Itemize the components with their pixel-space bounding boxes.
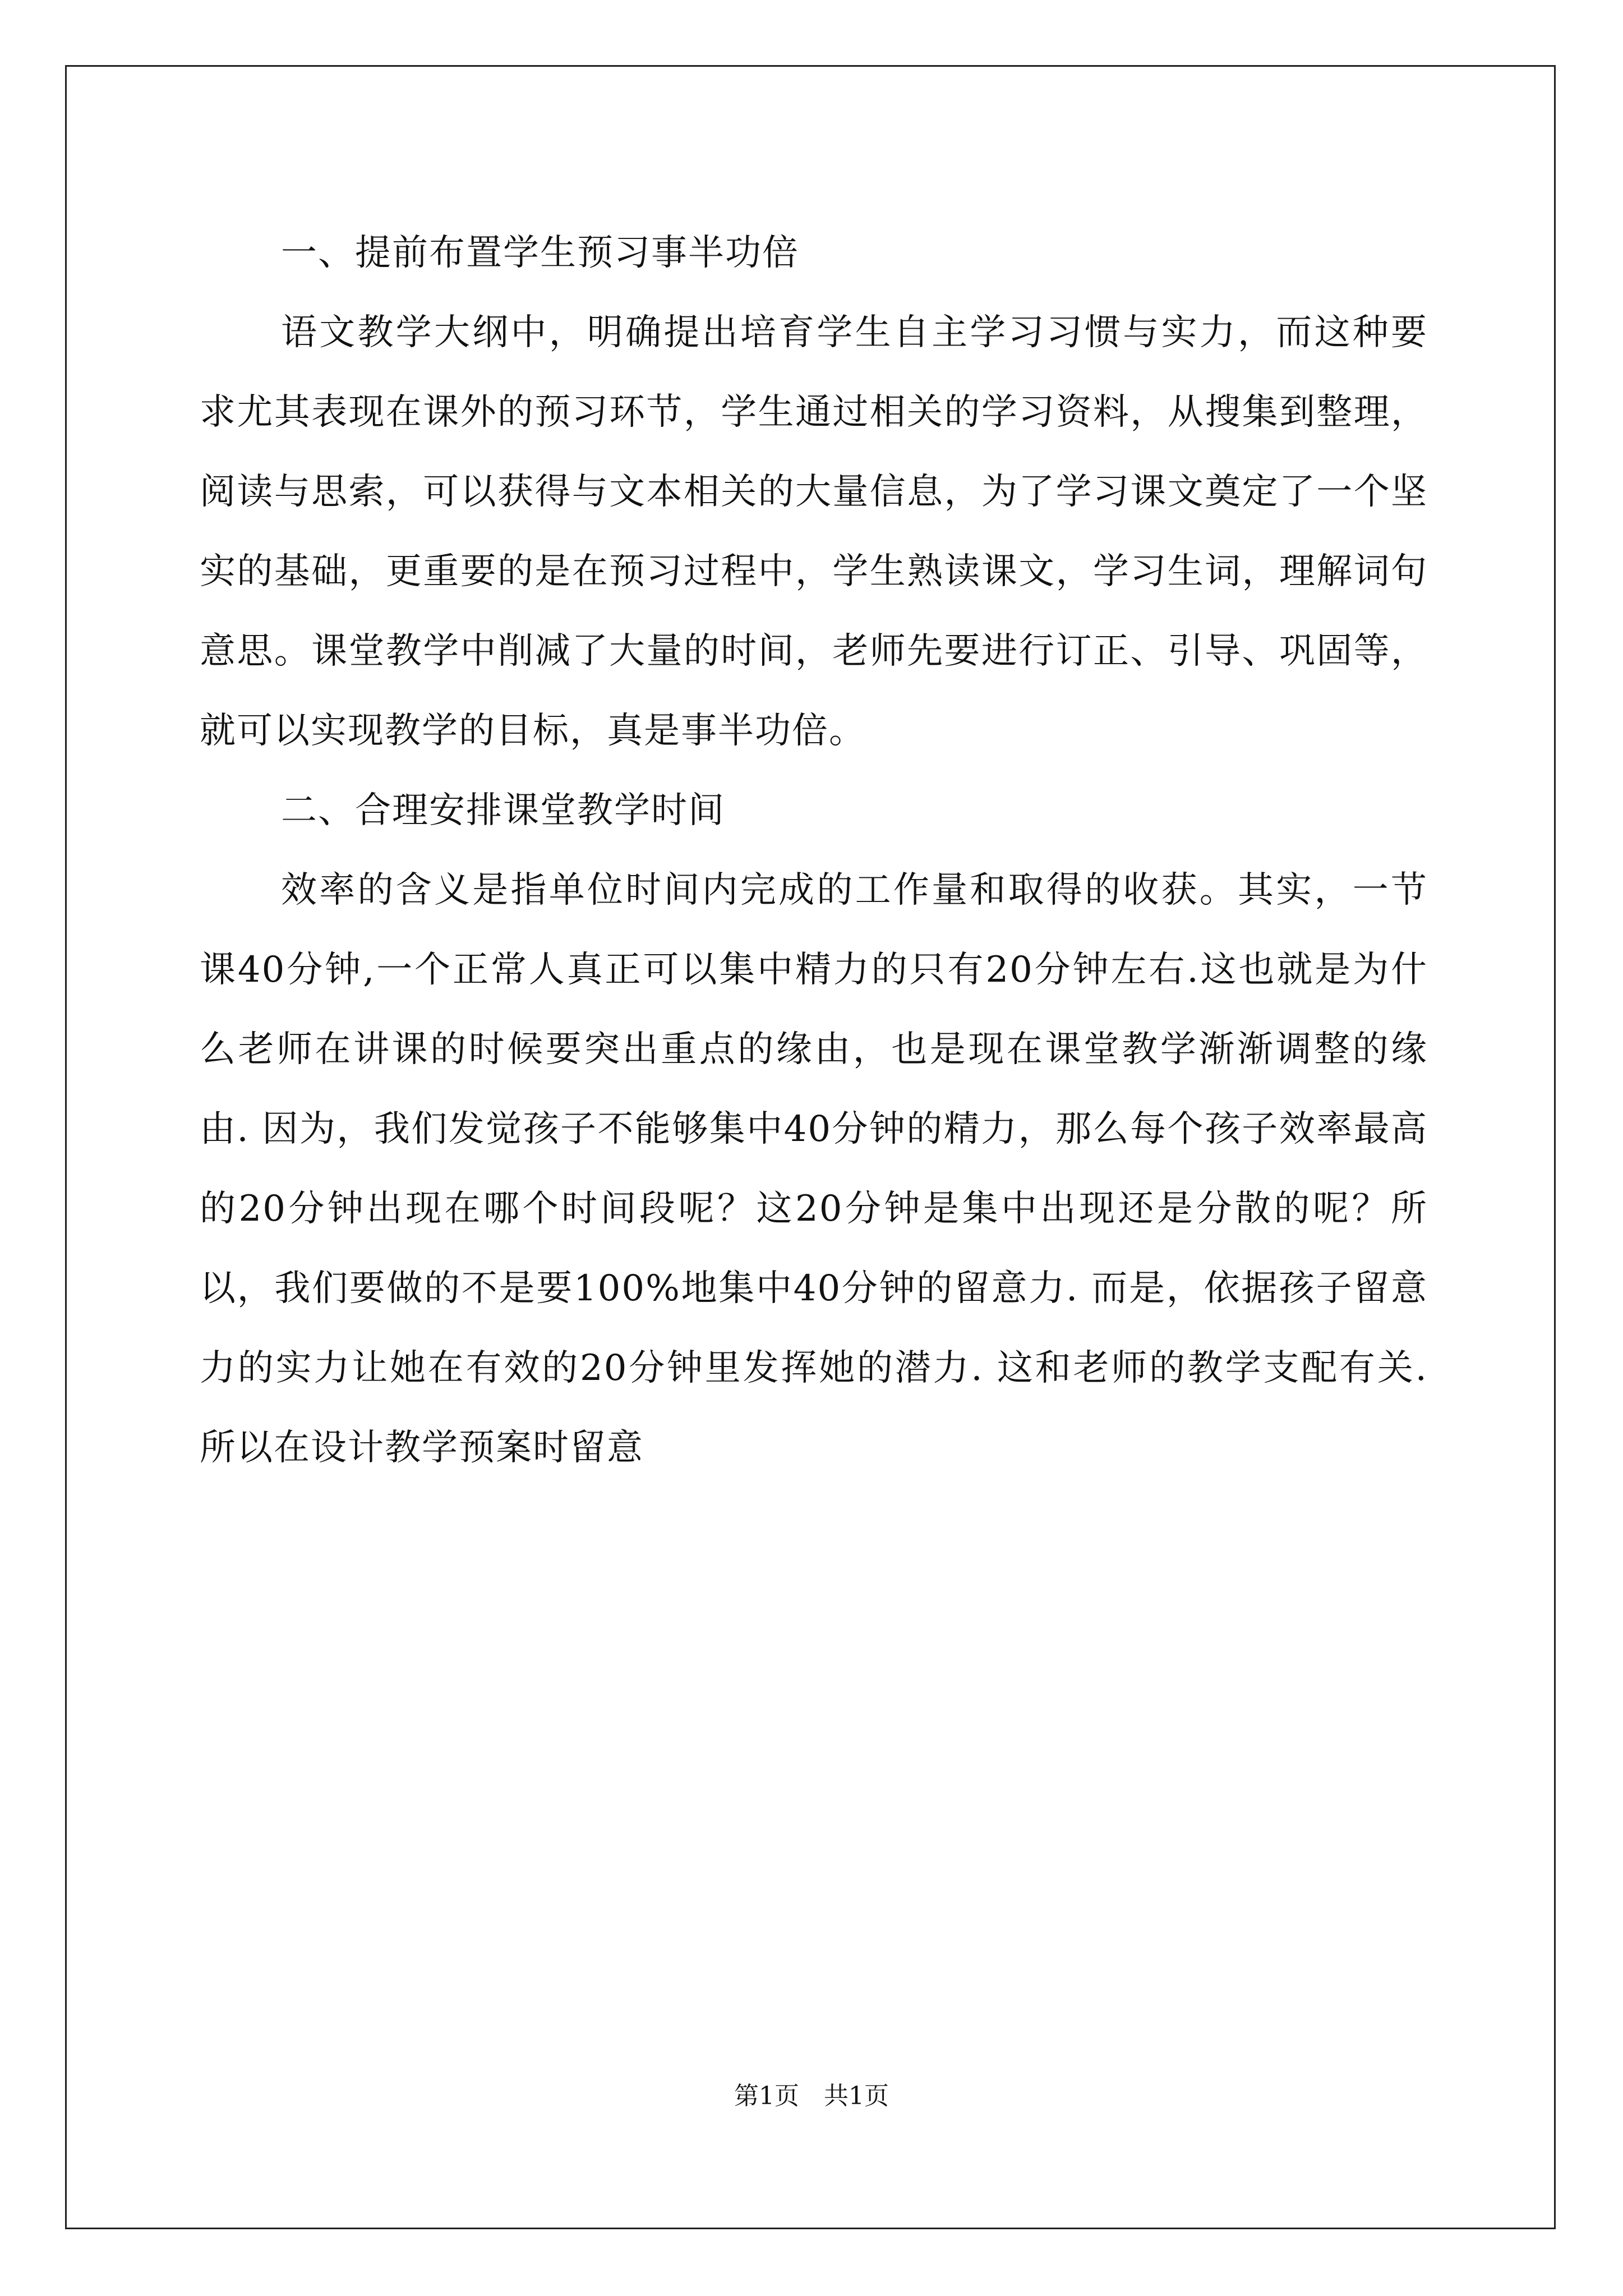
section-heading-1: 一、提前布置学生预习事半功倍 (281, 232, 799, 274)
document-body (200, 213, 1428, 1488)
body-paragraph-2: 效率的含义是指单位时间内完成的工作量和取得的收获。其实，一节课40分钟,一个正常人真正可以集中精力的只有20分钟左右.这也就是为什么老师在讲课的时候要突出重点的缘由，也是现在课堂教学渐渐调整的缘由. 因为，我们发觉孩子不能够集中40分钟的精力，那么每个孩子效率最高的20分钟出现在哪个时间段呢？这20分钟是集中出现还是分散的呢？所以，我们要做的不是要100%地集中40分钟的留意力. 而是，依据孩子留意力的实力让她在有效的20分钟里发挥她的潜力. 这和老师的教学支配有关. 所以在设计教学预案时留意 (200, 869, 1428, 1469)
section-heading-2: 二、合理安排课堂教学时间 (281, 790, 725, 831)
page-footer: 第1页 共1页 (734, 2082, 889, 2110)
body-paragraph-1: 语文教学大纲中，明确提出培育学生自主学习习惯与实力，而这种要求尤其表现在课外的预习环节，学生通过相关的学习资料，从搜集到整理，阅读与思索，可以获得与文本相关的大量信息，为了学习课文奠定了一个坚实的基础，更重要的是在预习过程中，学生熟读课文，学习生词，理解词句意思。课堂教学中削减了大量的时间，老师先要进行订正、引导、巩固等，就可以实现教学的目标，真是事半功倍。 (200, 312, 1428, 752)
